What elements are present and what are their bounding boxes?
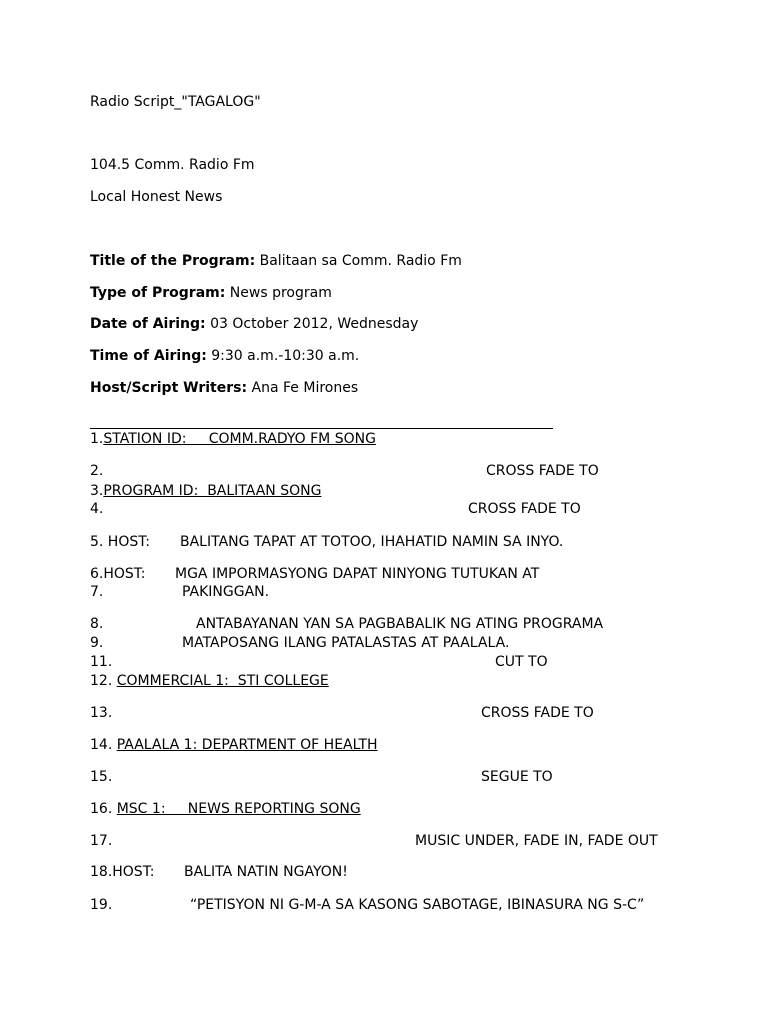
script-cue-13: CROSS FADE TO — [481, 705, 594, 721]
script-line-2 — [90, 463, 103, 480]
airing-date-value: 03 October 2012, Wednesday — [210, 316, 419, 332]
line-number: 14. — [90, 737, 113, 753]
script-line-4 — [90, 501, 103, 518]
program-title-label: Title of the Program: — [90, 253, 256, 269]
line-number: 4. — [90, 501, 104, 517]
program-type-label: Type of Program: — [90, 285, 226, 301]
script-text-6: MGA IMPORMASYONG DAPAT NINYONG TUTUKAN AT — [175, 566, 540, 582]
line-text: STATION ID: COMM.RADYO FM SONG — [103, 431, 376, 447]
script-line-12 — [90, 673, 329, 690]
line-text: MSC 1: NEWS REPORTING SONG — [116, 801, 361, 817]
line-text: PAALALA 1: DEPARTMENT OF HEALTH — [116, 737, 378, 753]
script-line-19: 19. — [90, 897, 113, 913]
script-text-7: PAKINGGAN. — [182, 584, 270, 600]
station-tagline: Local Honest News — [90, 189, 223, 205]
line-number: 16. — [90, 801, 113, 817]
line-number: 2. — [90, 463, 104, 479]
airing-time-value: 9:30 a.m.-10:30 a.m. — [211, 348, 360, 364]
script-line-8: 8. — [90, 616, 104, 632]
script-line-16 — [90, 801, 361, 818]
program-type-value: News program — [229, 285, 332, 301]
script-line-6: 6.HOST: — [90, 566, 146, 582]
separator-line — [90, 428, 553, 429]
script-line-9: 9. — [90, 635, 104, 651]
airing-date-label: Date of Airing: — [90, 316, 206, 332]
host-writers-value: Ana Fe Mirones — [251, 380, 359, 396]
airing-date-row — [90, 316, 418, 333]
line-text: PROGRAM ID: BALITAAN SONG — [103, 483, 322, 499]
script-title: Radio Script_"TAGALOG" — [90, 94, 261, 110]
program-type-row — [90, 285, 332, 302]
line-number: 12. — [90, 673, 113, 689]
script-cue-15: SEGUE TO — [481, 769, 553, 785]
program-title-value: Balitaan sa Comm. Radio Fm — [259, 253, 462, 269]
script-cue-11: CUT TO — [495, 654, 548, 670]
script-text-18: BALITA NATIN NGAYON! — [184, 864, 348, 880]
script-cue-2: CROSS FADE TO — [486, 463, 599, 479]
program-title-row — [90, 253, 462, 270]
script-line-11: 11. — [90, 654, 113, 670]
station-name: 104.5 Comm. Radio Fm — [90, 157, 255, 173]
script-line-15: 15. — [90, 769, 113, 785]
script-line-18: 18.HOST: — [90, 864, 155, 880]
airing-time-row — [90, 348, 359, 365]
script-line-3 — [90, 483, 321, 500]
host-writers-row — [90, 380, 358, 397]
script-text-19: “PETISYON NI G-M-A SA KASONG SABOTAGE, IBINASURA NG S-C” — [190, 897, 645, 913]
script-line-1 — [90, 431, 376, 448]
script-text-8: ANTABAYANAN YAN SA PAGBABALIK NG ATING PROGRAMA — [196, 616, 604, 632]
host-writers-label: Host/Script Writers: — [90, 380, 248, 396]
script-text-9: MATAPOSANG ILANG PATALASTAS AT PAALALA. — [182, 635, 510, 651]
script-line-14 — [90, 737, 378, 754]
airing-time-label: Time of Airing: — [90, 348, 207, 364]
script-cue-17: MUSIC UNDER, FADE IN, FADE OUT — [415, 833, 658, 849]
script-text-5: BALITANG TAPAT AT TOTOO, IHAHATID NAMIN SA INYO. — [180, 534, 564, 550]
script-cue-4: CROSS FADE TO — [468, 501, 581, 517]
line-text: COMMERCIAL 1: STI COLLEGE — [116, 673, 329, 689]
line-number: 1. — [90, 431, 104, 447]
script-line-17: 17. — [90, 833, 113, 849]
script-line-13: 13. — [90, 705, 113, 721]
script-line-5: 5. HOST: — [90, 534, 150, 550]
script-line-7: 7. — [90, 584, 104, 600]
line-number: 3. — [90, 483, 104, 499]
